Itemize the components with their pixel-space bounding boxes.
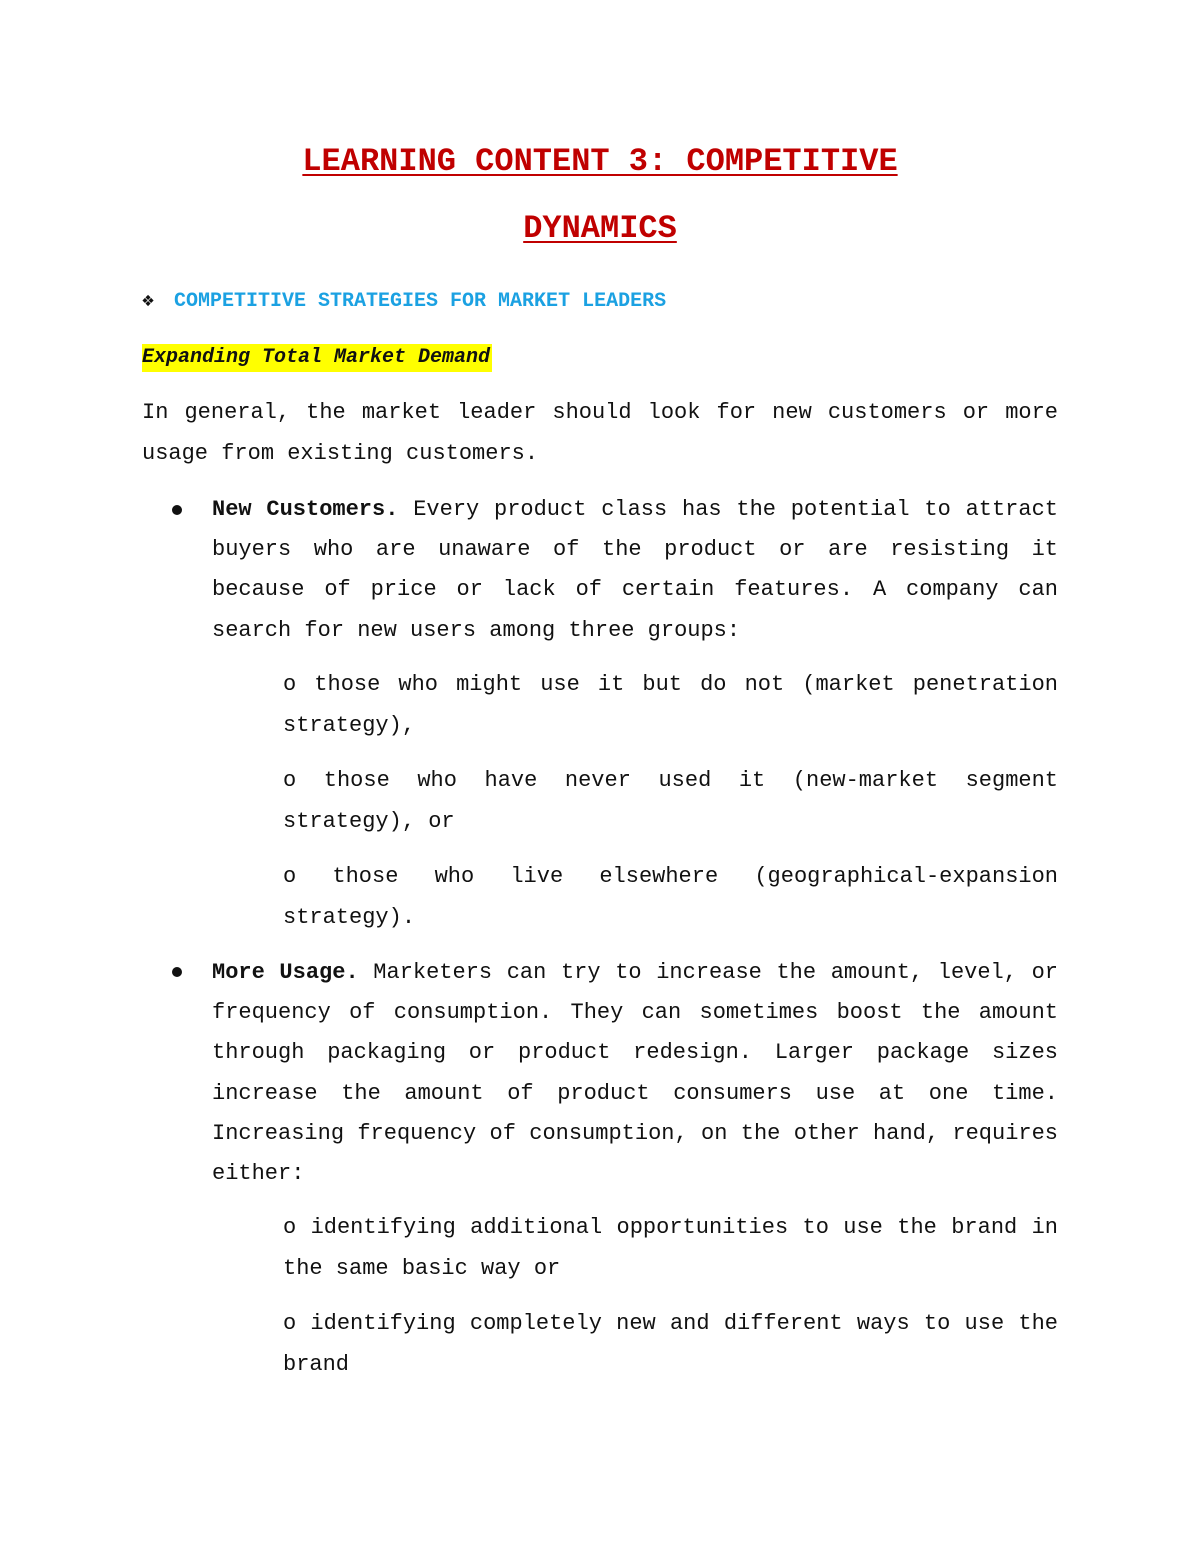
sub-item: o identifying additional opportunities to use the brand in the same basic way or [283,1215,1058,1281]
diamond-bullet-icon: ❖ [142,290,155,313]
intro-paragraph: In general, the market leader should look for new customers or more usage from existing customers. [142,400,1058,466]
page-title-line-2: DYNAMICS [523,210,677,247]
bullet-body: Marketers can try to increase the amount, level, or frequency of consumption. They can sometimes boost the amount through packaging or product redesign. Larger package sizes increase the amount of product consumers use at one time. Increasing frequency of consumption, on the other hand, requires either: [212,960,1058,1187]
bullet-label: New Customers. [212,497,399,522]
bullet-body: Every product class has the potential to attract buyers who are unaware of the product or are resisting it because of price or lack of certain features. A company can search for new users among three groups: [212,497,1058,643]
sub-item: o those who live elsewhere (geographical-expansion strategy). [283,864,1058,930]
sub-item: o those who might use it but do not (market penetration strategy), [283,672,1058,738]
bullet-label: More Usage. [212,960,359,985]
section-heading [142,288,666,316]
bullet-dot-icon [172,505,182,515]
sub-item: o identifying completely new and different ways to use the brand [283,1311,1058,1377]
bullet-new-customers [212,490,1058,651]
sub-item: o those who have never used it (new-market segment strategy), or [283,768,1058,834]
bullet-more-usage [212,953,1058,1194]
section-heading-text: COMPETITIVE STRATEGIES FOR MARKET LEADERS [174,290,667,313]
page-title-line-1: LEARNING CONTENT 3: COMPETITIVE [302,143,898,180]
subheading-highlighted: Expanding Total Market Demand [142,344,492,372]
bullet-dot-icon [172,967,182,977]
